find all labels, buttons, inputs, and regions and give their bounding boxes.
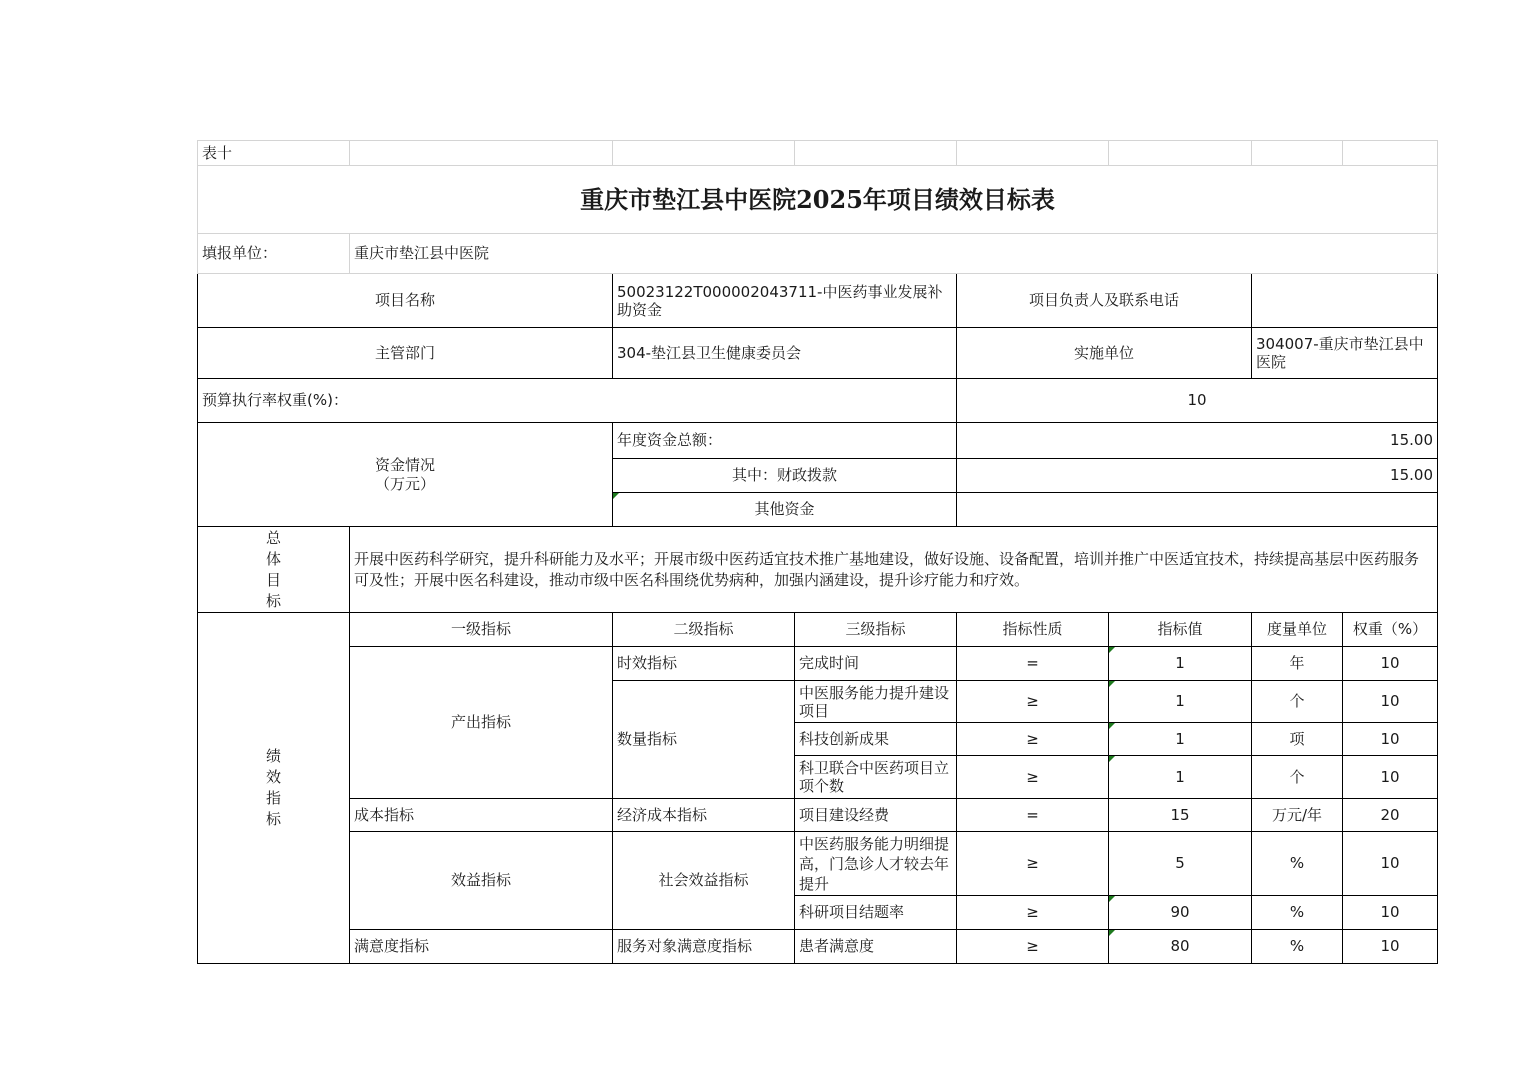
funds-label-line2: （万元） — [374, 474, 435, 493]
weight-cell: 10 — [1343, 756, 1438, 799]
nature-cell: ≥ — [957, 832, 1109, 896]
header-level3: 三级指标 — [795, 613, 957, 647]
header-level1: 一级指标 — [350, 613, 613, 647]
l3-cell: 科技创新成果 — [795, 723, 957, 756]
nature-cell: ≥ — [957, 756, 1109, 799]
value-cell: 90 — [1109, 896, 1252, 930]
nature-cell: = — [957, 799, 1109, 832]
annual-total-value: 15.00 — [957, 423, 1438, 459]
overall-goal-label: 总 体 目 标 — [198, 527, 350, 613]
nature-cell: = — [957, 647, 1109, 681]
value-cell: 15 — [1109, 799, 1252, 832]
group-benefit: 效益指标 — [350, 832, 613, 930]
header-weight: 权重（%） — [1343, 613, 1438, 647]
unit-cell: 个 — [1252, 756, 1343, 799]
weight-cell: 10 — [1343, 896, 1438, 930]
value-cell: 1 — [1109, 756, 1252, 799]
unit-cell: 项 — [1252, 723, 1343, 756]
unit-cell: % — [1252, 832, 1343, 896]
weight-cell: 10 — [1343, 681, 1438, 723]
nature-cell: ≥ — [957, 723, 1109, 756]
annual-total-label: 年度资金总额： — [613, 423, 957, 459]
fill-unit-value: 重庆市垫江县中医院 — [350, 234, 1438, 274]
l3-cell: 项目建设经费 — [795, 799, 957, 832]
header-nature: 指标性质 — [957, 613, 1109, 647]
impl-unit-label: 实施单位 — [957, 328, 1252, 379]
overall-goal-text: 开展中医药科学研究，提升科研能力及水平；开展市级中医药适宜技术推广基地建设，做好设施、设备配置，培训并推广中医适宜技术，持续提高基层中医药服务可及性；开展中医名科建设，推动市级中医名科围绕优势病种，加强内涵建设，提升诊疗能力和疗效。 — [350, 527, 1438, 613]
unit-cell: % — [1252, 930, 1343, 964]
table-row — [198, 930, 1438, 964]
header-unit: 度量单位 — [1252, 613, 1343, 647]
contact-value — [1252, 274, 1438, 328]
contact-label: 项目负责人及联系电话 — [957, 274, 1252, 328]
l3-cell: 科卫联合中医药项目立项个数 — [795, 756, 957, 799]
impl-unit-value: 304007-重庆市垫江县中医院 — [1252, 328, 1438, 379]
fill-unit-label: 填报单位： — [198, 234, 350, 274]
perf-indicator-label: 绩 效 指 标 — [198, 613, 350, 964]
weight-cell: 10 — [1343, 930, 1438, 964]
unit-cell: 年 — [1252, 647, 1343, 681]
table-number: 表十 — [198, 141, 350, 166]
other-funds-value — [957, 493, 1438, 527]
group-timeliness: 时效指标 — [613, 647, 795, 681]
performance-target-sheet — [197, 140, 1437, 964]
group-satisfaction: 满意度指标 — [350, 930, 613, 964]
value-cell: 1 — [1109, 723, 1252, 756]
dept-label: 主管部门 — [198, 328, 613, 379]
nature-cell: ≥ — [957, 681, 1109, 723]
weight-cell: 10 — [1343, 832, 1438, 896]
funds-label — [198, 423, 613, 527]
dept-value: 304-垫江县卫生健康委员会 — [613, 328, 957, 379]
table-row — [198, 647, 1438, 681]
value-cell: 1 — [1109, 681, 1252, 723]
weight-cell: 10 — [1343, 723, 1438, 756]
page-title: 重庆市垫江县中医院2025年项目绩效目标表 — [198, 166, 1438, 234]
l3-cell: 患者满意度 — [795, 930, 957, 964]
performance-target-table — [197, 140, 1438, 964]
unit-cell: 个 — [1252, 681, 1343, 723]
project-name-label: 项目名称 — [198, 274, 613, 328]
group-social: 社会效益指标 — [613, 832, 795, 930]
value-cell: 5 — [1109, 832, 1252, 896]
fiscal-label: 其中：财政拨款 — [613, 459, 957, 493]
fiscal-value: 15.00 — [957, 459, 1438, 493]
group-cost: 成本指标 — [350, 799, 613, 832]
nature-cell: ≥ — [957, 930, 1109, 964]
unit-cell: 万元/年 — [1252, 799, 1343, 832]
l3-cell: 中医服务能力提升建设项目 — [795, 681, 957, 723]
header-value: 指标值 — [1109, 613, 1252, 647]
budget-rate-label: 预算执行率权重(%)： — [198, 379, 957, 423]
unit-cell: % — [1252, 896, 1343, 930]
group-service-sat: 服务对象满意度指标 — [613, 930, 795, 964]
other-funds-label: 其他资金 — [613, 493, 957, 527]
group-output: 产出指标 — [350, 647, 613, 799]
l3-cell: 完成时间 — [795, 647, 957, 681]
nature-cell: ≥ — [957, 896, 1109, 930]
weight-cell: 10 — [1343, 647, 1438, 681]
budget-rate-value: 10 — [957, 379, 1438, 423]
l3-cell: 中医药服务能力明细提高，门急诊人才较去年提升 — [795, 832, 957, 896]
table-row — [198, 799, 1438, 832]
value-cell: 80 — [1109, 930, 1252, 964]
funds-label-line1: 资金情况 — [374, 455, 435, 474]
value-cell: 1 — [1109, 647, 1252, 681]
header-level2: 二级指标 — [613, 613, 795, 647]
l3-cell: 科研项目结题率 — [795, 896, 957, 930]
group-econ-cost: 经济成本指标 — [613, 799, 795, 832]
group-quantity: 数量指标 — [613, 681, 795, 799]
table-row — [198, 832, 1438, 896]
weight-cell: 20 — [1343, 799, 1438, 832]
project-name-value: 50023122T000002043711-中医药事业发展补助资金 — [613, 274, 957, 328]
